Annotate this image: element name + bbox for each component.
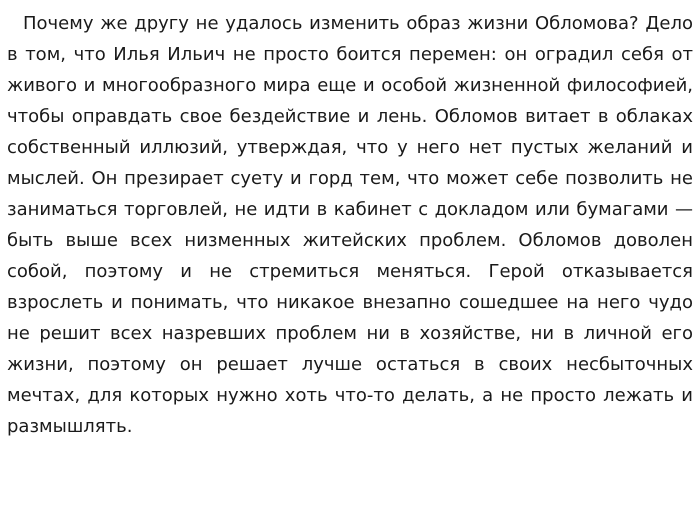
essay-paragraph: Почему же другу не удалось изменить образ жизни Обломова? Дело в том, что Илья Ильич не просто боится перемен: он оградил себя от живого и многообразного мира еще и особой жизненной философией, чтобы оправдать свое бездействие и лень. Обломов витает в облаках собственный иллюзий, утверждая, что у него нет пустых желаний и мыслей. Он презирает суету и горд тем, что может себе позволить не заниматься торговлей, не идти в кабинет с докладом или бумагами — быть выше всех низменных житейских проблем. Обломов доволен собой, поэтому и не стремиться меняться. Герой отказывается взрослеть и понимать, что никакое внезапно сошедшее на него чудо не решит всех назревших проблем ни в хозяйстве, ни в личной его жизни, поэтому он решает лучше остаться в своих несбыточных мечтах, для которых нужно хоть что-то делать, а не просто лежать и размышлять. [7,13,693,437]
